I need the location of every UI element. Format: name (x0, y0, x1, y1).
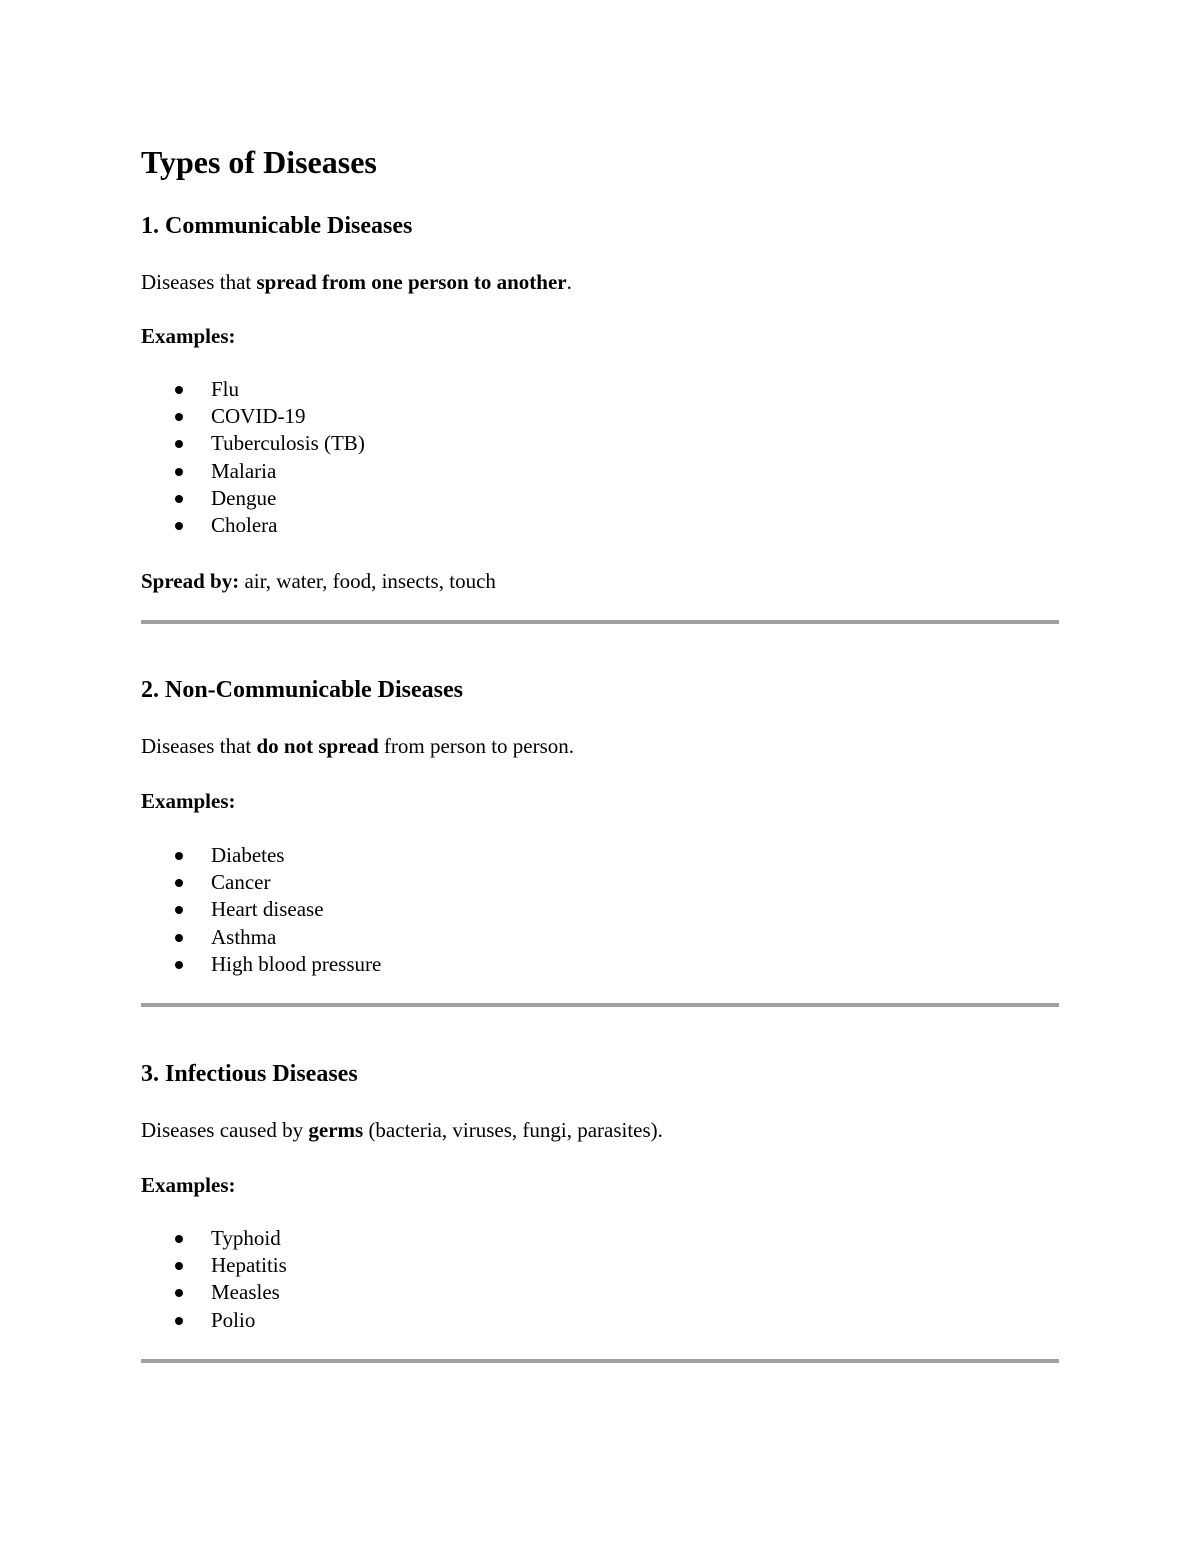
list-item-text: Diabetes (211, 843, 285, 867)
list-item-text: Flu (211, 377, 240, 401)
list-item (141, 869, 381, 896)
bullet-icon (175, 522, 183, 530)
bullet-icon (175, 495, 183, 503)
section-divider (141, 1003, 1059, 1007)
list-item (141, 403, 365, 430)
bullet-icon (175, 386, 183, 394)
section-1-desc-emphasis: spread from one person to another (256, 270, 567, 294)
document-title: Types of Diseases (141, 144, 377, 180)
list-item-text: Polio (211, 1307, 256, 1332)
bullet-icon (175, 906, 183, 914)
list-item-text: Tuberculosis (TB) (211, 431, 365, 456)
list-item-text: Asthma (211, 924, 277, 949)
section-1-desc-end: . (566, 270, 572, 294)
section-2-desc-emphasis: do not spread (256, 734, 379, 758)
section-2-heading: 2. Non-Communicable Diseases (141, 677, 463, 703)
section-1-desc-text: Diseases that (141, 270, 257, 294)
section-3-desc-emphasis: germs (308, 1118, 364, 1142)
list-item (141, 896, 381, 923)
bullet-icon (175, 852, 183, 860)
section-3-examples-label: Examples: (141, 1173, 236, 1197)
list-item (141, 842, 381, 869)
bullet-icon (175, 1262, 183, 1270)
list-item (141, 924, 381, 951)
list-item (141, 1279, 287, 1306)
list-item (141, 430, 365, 457)
bullet-icon (175, 961, 183, 969)
bullet-icon (175, 413, 183, 421)
list-item-text: Dengue (211, 485, 277, 510)
section-3-desc-end: (bacteria, viruses, fungi, parasites). (363, 1118, 663, 1142)
list-item (141, 1225, 287, 1252)
bullet-icon (175, 1317, 183, 1325)
section-1-examples-list (141, 376, 365, 539)
list-item-text: Hepatitis (211, 1253, 287, 1278)
bullet-icon (175, 1235, 183, 1243)
bullet-icon (175, 934, 183, 942)
section-2-desc-end: from person to person. (378, 734, 575, 758)
section-2-description (141, 732, 574, 760)
section-1-description (141, 268, 572, 296)
list-item-text: Cholera (211, 512, 278, 537)
bullet-icon (175, 1289, 183, 1297)
list-item (141, 951, 381, 978)
section-3-description (141, 1116, 663, 1144)
section-3-desc-text: Diseases caused by (141, 1118, 309, 1142)
section-3-heading: 3. Infectious Diseases (141, 1061, 358, 1087)
list-item-text: High blood pressure (211, 951, 382, 976)
list-item (141, 1307, 287, 1334)
list-item (141, 1252, 287, 1279)
section-1-heading: 1. Communicable Diseases (141, 213, 413, 239)
list-item-text: Measles (211, 1280, 280, 1305)
section-divider (141, 1359, 1059, 1363)
bullet-icon (175, 440, 183, 448)
section-1-examples-label: Examples: (141, 324, 236, 348)
section-1-spread-label: Spread by: (141, 569, 240, 593)
list-item (141, 458, 365, 485)
section-2-examples-list (141, 842, 381, 978)
list-item (141, 485, 365, 512)
list-item-text: Cancer (211, 870, 271, 895)
list-item-text: Malaria (211, 458, 277, 483)
section-1-spread-info (141, 567, 496, 595)
list-item-text: COVID-19 (211, 404, 306, 429)
list-item-text: Typhoid (211, 1226, 281, 1250)
list-item-text: Heart disease (211, 897, 324, 922)
section-2-desc-text: Diseases that (141, 734, 257, 758)
list-item (141, 376, 365, 403)
list-item (141, 512, 365, 539)
bullet-icon (175, 879, 183, 887)
section-divider (141, 620, 1059, 624)
section-3-examples-list (141, 1225, 287, 1334)
section-2-examples-label: Examples: (141, 789, 236, 813)
section-1-spread-text: air, water, food, insects, touch (239, 569, 496, 593)
bullet-icon (175, 468, 183, 476)
